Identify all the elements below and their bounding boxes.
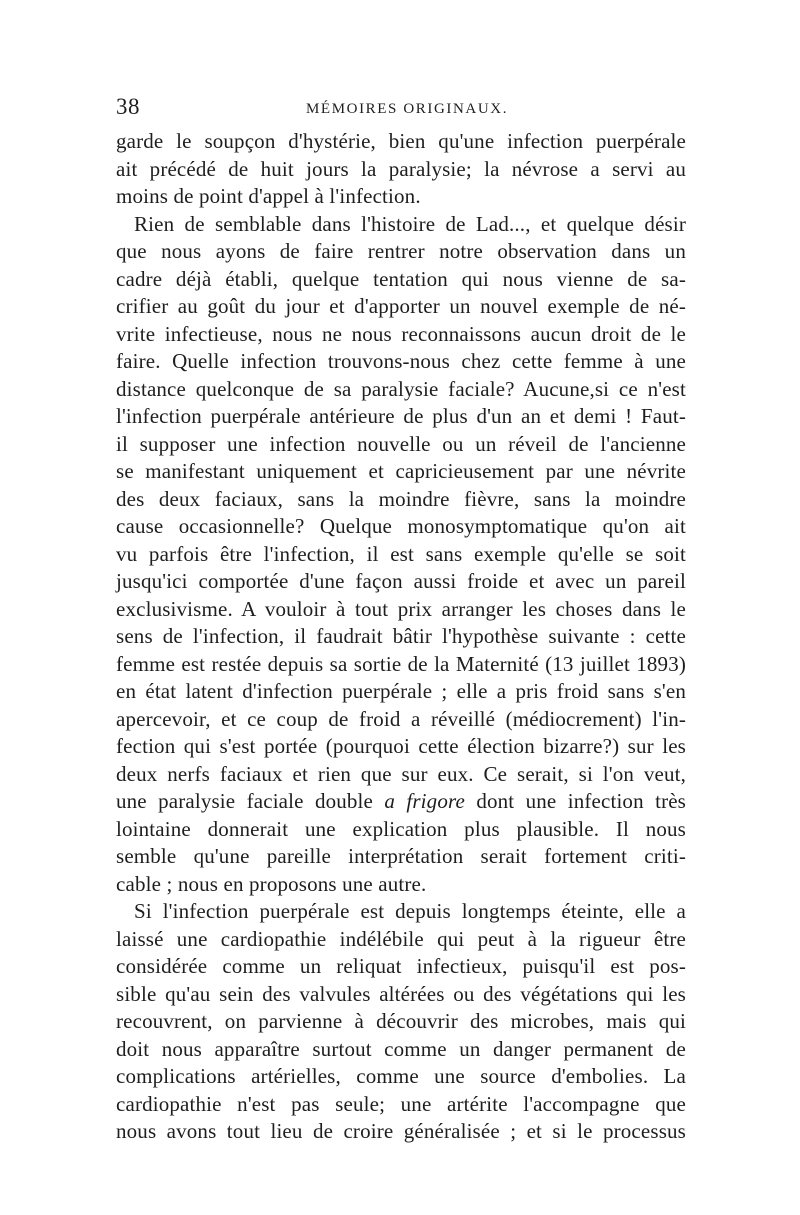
text-line: en état latent d'infection puerpérale ; elle a pris froid sans s'en xyxy=(116,679,686,703)
text-line: faire. Quelle infection trouvons-nous chez cette femme à une xyxy=(116,349,686,373)
text-line: semble qu'une pareille interprétation serait fortement criti- xyxy=(116,844,686,868)
text-segment: dont une infection très xyxy=(476,789,687,813)
text-line: jusqu'ici comportée d'une façon aussi froide et avec un pareil xyxy=(116,569,686,593)
text-line: complications artérielles, comme une source d'embolies. La xyxy=(116,1064,686,1088)
text-line: vrite infectieuse, nous ne nous reconnaissons aucun droit de le xyxy=(116,321,686,346)
paragraph-3 xyxy=(116,898,686,1146)
text-line: il supposer une infection nouvelle ou un réveil de l'ancienne xyxy=(116,431,686,456)
page-number: 38 xyxy=(116,94,140,119)
text-line-mixed xyxy=(116,788,686,816)
text-line: ait précédé de huit jours la paralysie; la névrose a servi au xyxy=(116,156,686,181)
text-line: cause occasionnelle? Quelque monosymptomatique qu'on ait xyxy=(116,514,686,538)
text-line: sens de l'infection, il faudrait bâtir l'hypothèse suivante : cette xyxy=(116,624,686,648)
text-line: deux nerfs faciaux et rien que sur eux. Ce serait, si l'on veut, xyxy=(116,761,686,786)
text-line: distance quelconque de sa paralysie faciale? Aucune,si ce n'est xyxy=(116,376,686,401)
text-line: que nous ayons de faire rentrer notre observation dans un xyxy=(116,239,686,263)
page-header xyxy=(116,94,686,120)
text-line: doit nous apparaître surtout comme un danger permanent de xyxy=(116,1036,686,1061)
text-line: considérée comme un reliquat infectieux, puisqu'il est pos- xyxy=(116,954,686,978)
text-line: Rien de semblable dans l'histoire de Lad..., et quelque désir xyxy=(134,211,686,236)
text-line: exclusivisme. A vouloir à tout prix arranger les choses dans le xyxy=(116,596,686,621)
text-line: l'infection puerpérale antérieure de plus d'un an et demi ! Faut- xyxy=(116,404,686,428)
text-line: des deux faciaux, sans la moindre fièvre, sans la moindre xyxy=(116,486,686,511)
text-line: fection qui s'est portée (pourquoi cette élection bizarre?) sur les xyxy=(116,734,686,758)
paragraph-2 xyxy=(116,211,686,899)
text-segment: une paralysie faciale double xyxy=(116,789,374,813)
text-line: apercevoir, et ce coup de froid a réveillé (médiocrement) l'in- xyxy=(116,706,686,731)
running-head: MÉMOIRES ORIGINAUX. xyxy=(306,101,509,117)
text-line: se manifestant uniquement et capricieusement par une névrite xyxy=(116,459,686,483)
text-line: vu parfois être l'infection, il est sans exemple qu'elle se soit xyxy=(116,541,686,566)
text-line: cadre déjà établi, quelque tentation qui nous vienne de sa- xyxy=(116,266,686,291)
text-line: cardiopathie n'est pas seule; une artérite l'accompagne que xyxy=(116,1091,686,1116)
text-line: crifier au goût du jour et d'apporter un nouvel exemple de né- xyxy=(116,294,686,318)
text-line: cable ; nous en proposons une autre. xyxy=(116,871,427,896)
italic-phrase: a frigore xyxy=(384,789,465,813)
text-line: nous avons tout lieu de croire généralisée ; et si le processus xyxy=(116,1119,686,1143)
text-line: sible qu'au sein des valvules altérées ou des végétations qui les xyxy=(116,981,686,1006)
text-line: moins de point d'appel à l'infection. xyxy=(116,184,421,208)
paragraph-1 xyxy=(116,128,686,211)
text-line: lointaine donnerait une explication plus plausible. Il nous xyxy=(116,816,686,841)
text-line: recouvrent, on parvienne à découvrir des microbes, mais qui xyxy=(116,1009,686,1033)
body-text xyxy=(116,128,686,1146)
text-line: garde le soupçon d'hystérie, bien qu'une infection puerpérale xyxy=(116,129,686,153)
text-line: femme est restée depuis sa sortie de la Maternité (13 juillet 1893) xyxy=(116,651,686,676)
text-line: laissé une cardiopathie indélébile qui peut à la rigueur être xyxy=(116,926,686,951)
text-line: Si l'infection puerpérale est depuis longtemps éteinte, elle a xyxy=(134,899,686,923)
